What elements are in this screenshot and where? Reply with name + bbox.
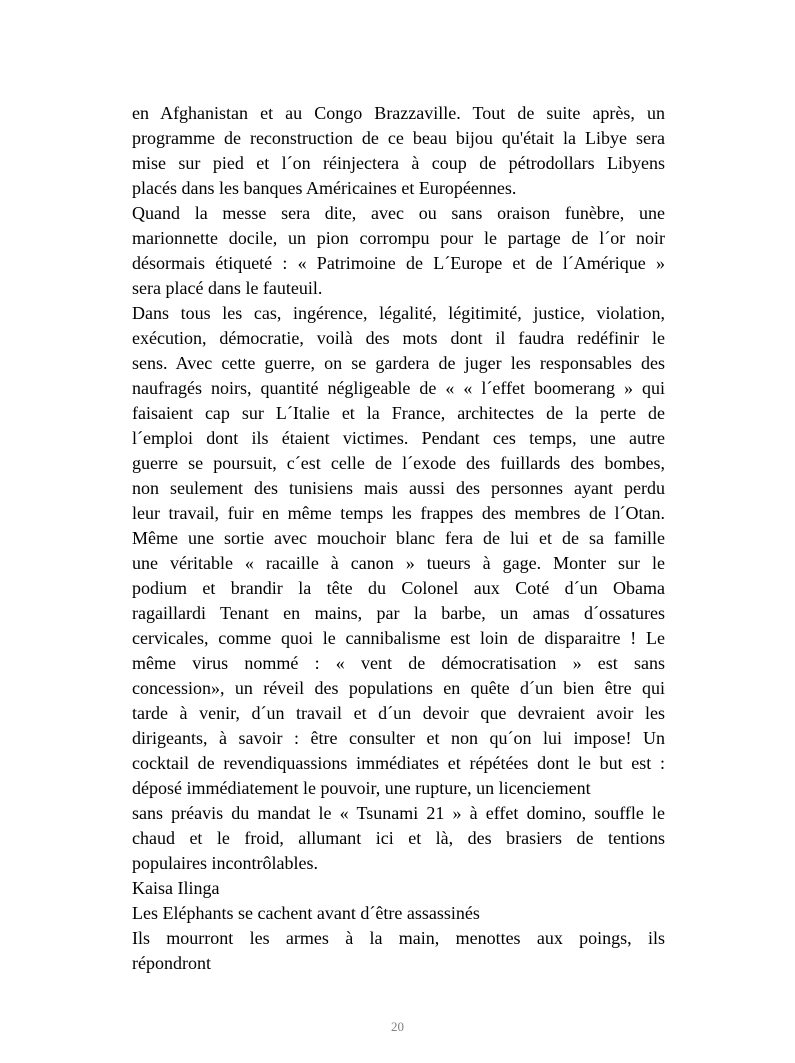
text-line: répondront bbox=[132, 953, 211, 973]
text-line: même virus nommé : « vent de démocratisation » est sans bbox=[132, 653, 665, 673]
text-line: Quand la messe sera dite, avec ou sans oraison funèbre, une bbox=[132, 203, 665, 223]
text-line: sans préavis du mandat le « Tsunami 21 » à effet domino, souffle le bbox=[132, 803, 665, 823]
text-line: mise sur pied et l´on réinjectera à coup de pétrodollars Libyens bbox=[132, 153, 665, 173]
text-line: Les Eléphants se cachent avant d´être assassinés bbox=[132, 903, 480, 923]
text-line: concession», un réveil des populations en quête d´un bien être qui bbox=[132, 678, 665, 698]
text-line: exécution, démocratie, voilà des mots dont il faudra redéfinir le bbox=[132, 328, 665, 348]
text-line: Kaisa Ilinga bbox=[132, 878, 220, 898]
text-line: déposé immédiatement le pouvoir, une rupture, un licenciement bbox=[132, 778, 591, 798]
text-line: tarde à venir, d´un travail et d´un devoir que devraient avoir les bbox=[132, 703, 665, 723]
text-line: l´emploi dont ils étaient victimes. Pendant ces temps, une autre bbox=[132, 428, 665, 448]
text-line: cervicales, comme quoi le cannibalisme est loin de disparaitre ! Le bbox=[132, 628, 665, 648]
text-line: faisaient cap sur L´Italie et la France, architectes de la perte de bbox=[132, 403, 665, 423]
text-line: leur travail, fuir en même temps les frappes des membres de l´Otan. bbox=[132, 503, 665, 523]
text-line: naufragés noirs, quantité négligeable de « « l´effet boomerang » qui bbox=[132, 378, 665, 398]
text-line: cocktail de revendiquassions immédiates et répétées dont le but est : bbox=[132, 753, 665, 773]
text-line: populaires incontrôlables. bbox=[132, 853, 318, 873]
text-line: non seulement des tunisiens mais aussi des personnes ayant perdu bbox=[132, 478, 665, 498]
text-line: sera placé dans le fauteuil. bbox=[132, 278, 323, 298]
text-line: chaud et le froid, allumant ici et là, des brasiers de tentions bbox=[132, 828, 665, 848]
text-line: désormais étiqueté : « Patrimoine de L´Europe et de l´Amérique » bbox=[132, 253, 665, 273]
text-line: en Afghanistan et au Congo Brazzaville. Tout de suite après, un bbox=[132, 103, 665, 123]
text-line: ragaillardi Tenant en mains, par la barbe, un amas d´ossatures bbox=[132, 603, 665, 623]
text-line: placés dans les banques Américaines et Européennes. bbox=[132, 178, 517, 198]
page-number: 20 bbox=[391, 1019, 404, 1034]
text-line: dirigeants, à savoir : être consulter et non qu´on lui impose! Un bbox=[132, 728, 665, 748]
text-line: podium et brandir la tête du Colonel aux Coté d´un Obama bbox=[132, 578, 665, 598]
text-line: marionnette docile, un pion corrompu pour le partage de l´or noir bbox=[132, 228, 665, 248]
text-line: sens. Avec cette guerre, on se gardera de juger les responsables des bbox=[132, 353, 665, 373]
text-line: Même une sortie avec mouchoir blanc fera de lui et de sa famille bbox=[132, 528, 665, 548]
text-line: guerre se poursuit, c´est celle de l´exode des fuillards des bombes, bbox=[132, 453, 665, 473]
text-line: une véritable « racaille à canon » tueurs à gage. Monter sur le bbox=[132, 553, 665, 573]
body-text bbox=[132, 101, 665, 976]
text-line: programme de reconstruction de ce beau bijou qu'était la Libye sera bbox=[132, 128, 665, 148]
text-line: Dans tous les cas, ingérence, légalité, légitimité, justice, violation, bbox=[132, 303, 665, 323]
text-line: Ils mourront les armes à la main, menottes aux poings, ils bbox=[132, 928, 665, 948]
